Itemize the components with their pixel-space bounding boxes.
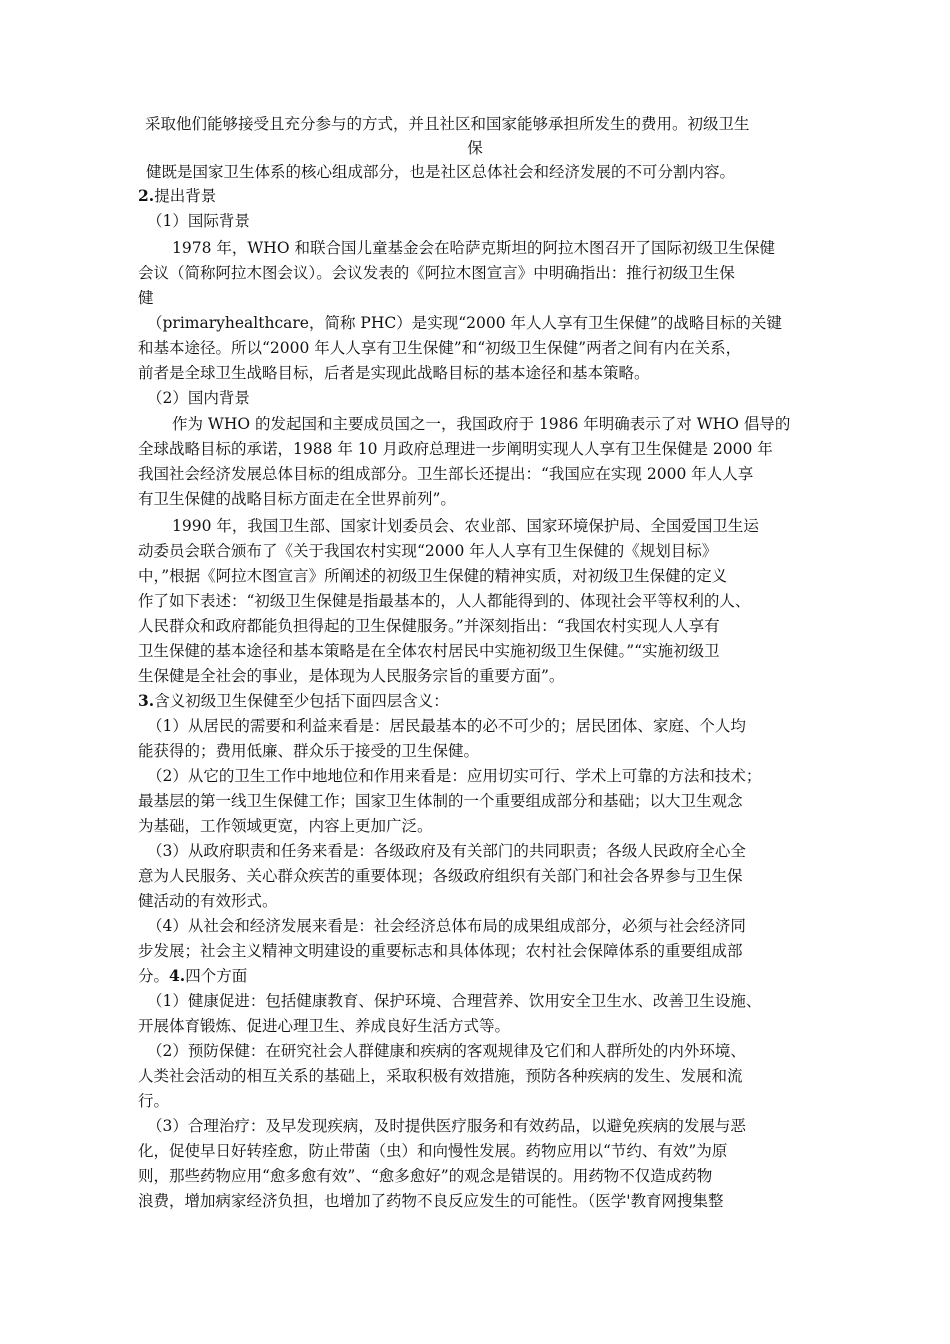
subsection-heading: （1）国际背景 — [147, 212, 250, 230]
paragraph-line: 能获得的；费用低廉、群众乐于接受的卫生保健。 — [138, 742, 480, 760]
paragraph-line: 健 — [138, 289, 154, 307]
paragraph-line: 最基层的第一线卫生保健工作；国家卫生体制的一个重要组成部分和基础；以大卫生观念 — [138, 792, 743, 810]
paragraph-line: 作为 WHO 的发起国和主要成员国之一，我国政府于 1986 年明确表示了对 WHO 倡导的 — [172, 415, 791, 433]
paragraph-line: 为基础，工作领域更宽，内容上更加广泛。 — [138, 817, 433, 835]
paragraph-line: 1990 年，我国卫生部、国家计划委员会、农业部、国家环境保护局、全国爱国卫生运 — [172, 517, 759, 535]
paragraph-line: （2）从它的卫生工作中地地位和作用来看是：应用切实可行、学术上可靠的方法和技术； — [147, 767, 762, 785]
paragraph-line: 意为人民服务、关心群众疾苦的重要体现；各级政府组织有关部门和社会各界参与卫生保 — [138, 867, 743, 885]
paragraph-line: 行。 — [138, 1092, 170, 1110]
paragraph-line: 人民群众和政府都能负担得起的卫生保健服务。”并深刻指出：“我国农村实现人人享有 — [138, 617, 720, 635]
section-number: 4. — [169, 966, 186, 985]
paragraph-line: 健活动的有效形式。 — [138, 892, 278, 910]
paragraph-line: （3）合理治疗：及早发现疾病，及时提供医疗服务和有效药品，以避免疾病的发展与恶 — [147, 1117, 746, 1135]
paragraph-line: 作了如下表述：“初级卫生保健是指最基本的，人人都能得到的、体现社会平等权利的人、 — [138, 592, 751, 610]
paragraph-line: （2）预防保健：在研究社会人群健康和疾病的客观规律及它们和人群所处的内外环境、 — [147, 1042, 746, 1060]
paragraph-line: 浪费，增加病家经济负担，也增加了药物不良反应发生的可能性。（医学'教育网搜集整 — [138, 1192, 724, 1210]
paragraph-line — [138, 966, 247, 986]
section-number: 2. — [138, 186, 155, 205]
paragraph-line: 有卫生保健的战略目标方面走在全世界前列”。 — [138, 490, 456, 508]
paragraph-line: 动委员会联合颁布了《关于我国农村实现“2000 年人人享有卫生保健的《规划目标》 — [138, 542, 718, 560]
paragraph-line: 步发展；社会主义精神文明建设的重要标志和具体体现；农村社会保障体系的重要组成部 — [138, 942, 743, 960]
paragraph-line: （1）从居民的需要和利益来看是：居民最基本的必不可少的；居民团体、家庭、个人均 — [147, 717, 746, 735]
paragraph-line: 开展体育锻炼、促进心理卫生、养成良好生活方式等。 — [138, 1017, 511, 1035]
section-heading-text: 四个方面 — [185, 967, 248, 985]
paragraph-line: 前者是全球卫生战略目标，后者是实现此战略目标的基本途径和基本策略。 — [138, 364, 650, 382]
subsection-heading: （2）国内背景 — [147, 389, 250, 407]
paragraph-line: （4）从社会和经济发展来看是：社会经济总体布局的成果组成部分，必须与社会经济同 — [147, 917, 746, 935]
section-heading-text: 含义初级卫生保健至少包括下面四层含义： — [154, 692, 449, 710]
paragraph-line: 卫生保健的基本途径和基本策略是在全体农村居民中实施初级卫生保健。”“实施初级卫 — [138, 642, 720, 660]
paragraph-line: 中，”根据《阿拉木图宣言》所阐述的初级卫生保健的精神实质，对初级卫生保健的定义 — [138, 567, 728, 585]
section-number: 3. — [138, 691, 155, 710]
paragraph-line: 全球战略目标的承诺，1988 年 10 月政府总理进一步阐明实现人人享有卫生保健是 2000 年 — [138, 440, 773, 458]
paragraph-text: 分。 — [138, 967, 170, 985]
paragraph-line: 会议（简称阿拉木图会议）。会议发表的《阿拉木图宣言》中明确指出：推行初级卫生保 — [138, 264, 735, 282]
paragraph-line: （1）健康促进：包括健康教育、保护环境、合理营养、饮用安全卫生水、改善卫生设施、 — [147, 992, 762, 1010]
paragraph-line: 人类社会活动的相互关系的基础上，采取积极有效措施，预防各种疾病的发生、发展和流 — [138, 1067, 743, 1085]
paragraph-line: 生保健是全社会的事业，是体现为人民服务宗旨的重要方面”。 — [138, 667, 565, 685]
section-heading-3 — [138, 691, 449, 711]
paragraph-line: 健既是国家卫生体系的核心组成部分，也是社区总体社会和经济发展的不可分割内容。 — [146, 163, 736, 181]
paragraph-line: （primaryhealthcare，简称 PHC）是实现“2000 年人人享有卫生保健”的战略目标的关键 — [147, 314, 782, 332]
paragraph-line: （3）从政府职责和任务来看是：各级政府及有关部门的共同职责；各级人民政府全心全 — [147, 842, 746, 860]
section-heading-text: 提出背景 — [154, 187, 217, 205]
paragraph-line: 采取他们能够接受且充分参与的方式，并且社区和国家能够承担所发生的费用。初级卫生 — [145, 115, 750, 133]
paragraph-line: 化，促使早日好转痊愈，防止带菌（虫）和向慢性发展。药物应用以“节约、有效”为原 — [138, 1142, 728, 1160]
section-heading-2 — [138, 186, 216, 206]
paragraph-line: 和基本途径。所以“2000 年人人享有卫生保健”和“初级卫生保健”两者之间有内在关系， — [138, 339, 742, 357]
paragraph-line: 我国社会经济发展总体目标的组成部分。卫生部长还提出：“我国应在实现 2000 年人人享 — [138, 465, 754, 483]
paragraph-line: 保 — [467, 139, 483, 157]
paragraph-line: 则，那些药物应用“愈多愈有效”、“愈多愈好”的观念是错误的。用药物不仅造成药物 — [138, 1167, 713, 1185]
paragraph-line: 1978 年，WHO 和联合国儿童基金会在哈萨克斯坦的阿拉木图召开了国际初级卫生保健 — [172, 239, 775, 257]
